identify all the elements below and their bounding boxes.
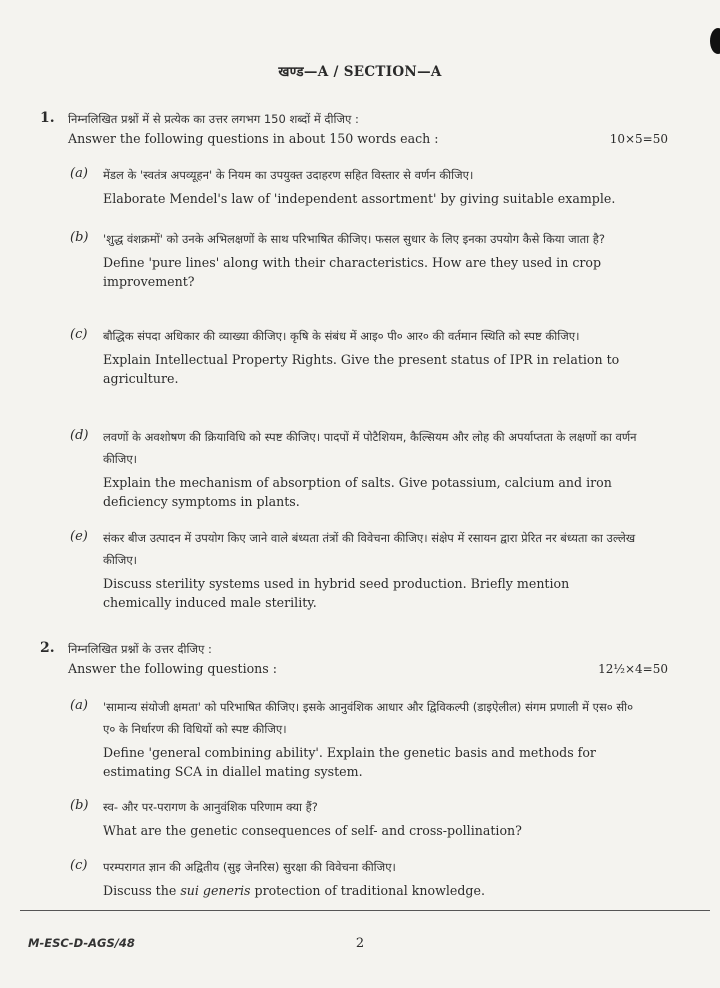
part-hindi: 'शुद्ध वंशक्रमों' को उनके अभिलक्षणों के साथ परिभाषित कीजिए। फसल सुधार के लिए इनका उपयोग कैसे किया जाता है? (103, 232, 606, 246)
part-text (103, 796, 639, 841)
part-label: (c) (70, 858, 88, 873)
part-hindi: परम्परागत ज्ञान की अद्वितीय (सुइ जेनरिस) सुरक्षा की विवेचना कीजिए। (103, 860, 396, 874)
part-text (103, 325, 639, 388)
part-english: Define 'pure lines' along with their characteristics. How are they used in crop improvement? (103, 255, 602, 289)
part-english: What are the genetic consequences of self- and cross-pollination? (103, 823, 522, 838)
part-hindi: मेंडल के 'स्वतंत्र अपव्यूहन' के नियम का उपयुक्त उदाहरण सहित विस्तार से वर्णन कीजिए। (103, 168, 474, 182)
part-english: Explain the mechanism of absorption of salts. Give potassium, calcium and iron deficiency symptoms in plants. (103, 475, 612, 509)
part-label: (b) (70, 798, 89, 813)
part-text (103, 426, 639, 511)
question-marks: 10×5=50 (609, 132, 668, 146)
part-label: (d) (70, 428, 89, 443)
part-hindi: बौद्धिक संपदा अधिकार की व्याख्या कीजिए। कृषि के संबंध में आइ० पी० आर० की वर्तमान स्थिति को स्पष्ट कीजिए। (103, 329, 580, 343)
footer-rule (20, 910, 710, 911)
part-english-italic: sui generis (180, 883, 251, 898)
part-hindi: लवणों के अवशोषण की क्रियाविधि को स्पष्ट कीजिए। पादपों में पोटैशियम, कैल्सियम और लोह की अपर्याप्तता के लक्षणों का वर्णन कीजिए। (103, 430, 637, 466)
part-english (103, 882, 639, 901)
ink-blot (710, 28, 720, 54)
part-hindi: 'सामान्य संयोजी क्षमता' को परिभाषित कीजिए। इसके आनुवंशिक आधार और द्विविकल्पी (डाइऐलील) संगम प्रणाली में एस० सी० ए० के निर्धारण की विधियों को स्पष्ट कीजिए। (103, 700, 634, 736)
part-text (103, 164, 639, 209)
part-english: Elaborate Mendel's law of 'independent assortment' by giving suitable example. (103, 191, 616, 206)
part-text (103, 856, 639, 901)
part-text (103, 527, 639, 612)
page-number: 2 (355, 936, 365, 951)
part-english: Define 'general combining ability'. Explain the genetic basis and methods for estimating SCA in diallel mating system. (103, 745, 596, 779)
question-english: Answer the following questions : (68, 661, 277, 676)
question-number: 2. (40, 640, 55, 656)
question-hindi: निम्नलिखित प्रश्नों के उत्तर दीजिए : (68, 642, 212, 656)
part-text (103, 228, 639, 291)
part-english: Explain Intellectual Property Rights. Give the present status of IPR in relation to agriculture. (103, 352, 620, 386)
part-label: (b) (70, 230, 89, 245)
question-hindi: निम्नलिखित प्रश्नों में से प्रत्येक का उत्तर लगभग 150 शब्दों में दीजिए : (68, 112, 359, 126)
paper-code: M-ESC-D-AGS/48 (28, 936, 135, 950)
part-english-start: Discuss the (103, 883, 181, 898)
part-label: (e) (70, 529, 88, 544)
part-label: (c) (70, 327, 88, 342)
part-text (103, 696, 639, 781)
section-title: खण्ड—A / SECTION—A (278, 64, 442, 80)
question-marks: 12½×4=50 (598, 662, 668, 676)
part-label: (a) (70, 698, 88, 713)
part-hindi: संकर बीज उत्पादन में उपयोग किए जाने वाले बंध्यता तंत्रों की विवेचना कीजिए। संक्षेप में रसायन द्वारा प्रेरित नर बंध्यता का उल्लेख कीजिए। (103, 531, 636, 567)
part-english: Discuss sterility systems used in hybrid seed production. Briefly mention chemically induced male sterility. (103, 576, 570, 610)
part-hindi: स्व- और पर-परागण के आनुवंशिक परिणाम क्या हैं? (103, 800, 318, 814)
part-label: (a) (70, 166, 88, 181)
question-number: 1. (40, 110, 55, 126)
question-english: Answer the following questions in about 150 words each : (68, 131, 439, 146)
part-english-end: protection of traditional knowledge. (250, 883, 485, 898)
